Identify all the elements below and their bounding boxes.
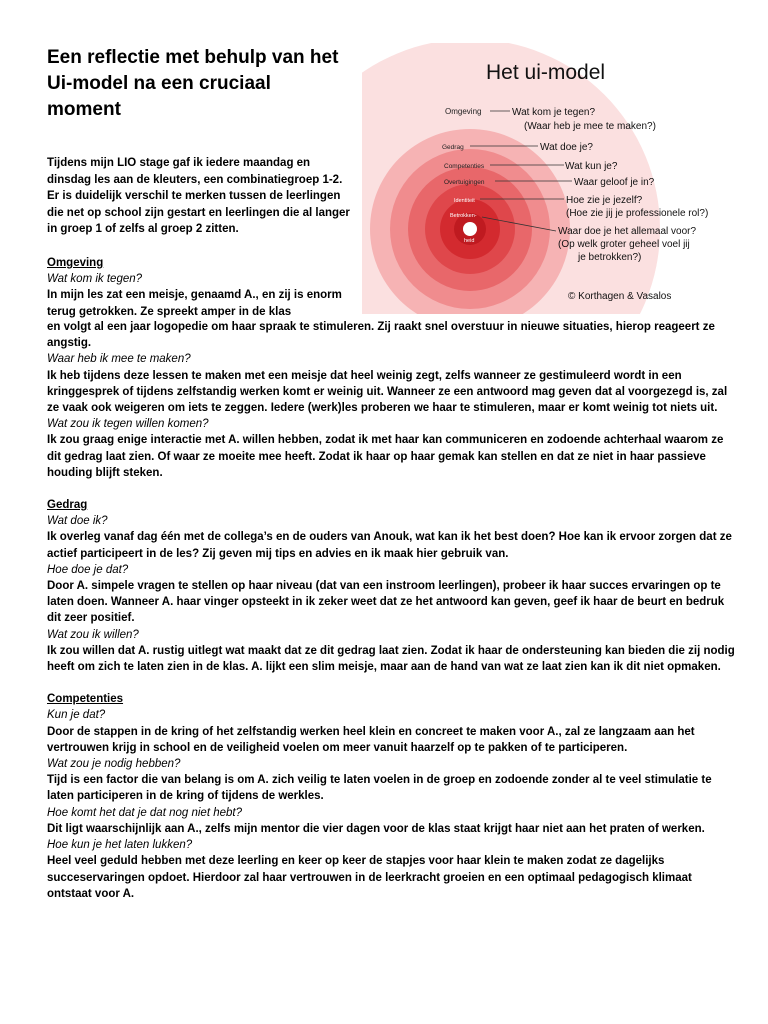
question-text: Kun je dat? bbox=[47, 709, 106, 722]
layer-label-competenties: Competenties bbox=[444, 163, 485, 170]
question-text: Wat kom ik tegen? bbox=[47, 273, 143, 286]
answer-text: Heel veel geduld hebben met deze leerling en keer op keer de stapjes voor haar klein te maken zodat ze dagelijks succeservaringen opdoet. Hierdoor zal haar vertrouwen in de leerkracht groeien en een optimaal pedagogisch klimaat ontstaat voor A. bbox=[47, 855, 692, 900]
intro-paragraph: Tijdens mijn LIO stage gaf ik iedere maandag en dinsdag les aan de kleuters, een combinatiegroep 1-2. Er is duidelijk verschil te merken tussen de leerlingen die net op school zijn gestart en leerlingen die al langer in groep 1 of zelfs al groep 2 zitten. bbox=[47, 157, 350, 235]
question-omgeving: Wat kom je tegen? bbox=[512, 107, 596, 118]
omgeving-lead bbox=[47, 255, 353, 320]
question-identiteit: Hoe zie je jezelf? bbox=[566, 195, 643, 206]
section-heading-competenties: Competenties bbox=[47, 693, 124, 706]
question-competenties: Wat kun je? bbox=[565, 161, 618, 172]
layer-label-overtuigingen: Overtuigingen bbox=[444, 179, 485, 186]
answer-text: In mijn les zat een meisje, genaamd A., en zij is enorm terug getrokken. Ze spreekt amper in de klas bbox=[47, 289, 342, 318]
document-body bbox=[47, 319, 737, 902]
answer-text: Door A. simpele vragen te stellen op haar niveau (dat van een instroom leerlingen), probeer ik haar succes ervaringen op te laten doen. Wanneer A. haar vinger opsteekt in ik zeker weet dat ze het antwoord kan geven, geef ik haar de beurt en bedruk dit zeer positief. bbox=[47, 580, 725, 625]
page-title: Een reflectie met behulp van het Ui-model na een cruciaal moment bbox=[47, 47, 339, 120]
question-overtuigingen: Waar geloof je in? bbox=[574, 177, 655, 188]
layer-label-identiteit: Identiteit bbox=[454, 198, 475, 204]
question-betrokkenheid-sub1: (Op welk groter geheel voel jij bbox=[558, 239, 690, 250]
layer-label-betrokken: Betrokken- bbox=[450, 213, 477, 219]
figure-title: Het ui-model bbox=[486, 61, 606, 84]
layer-label-gedrag: Gedrag bbox=[442, 144, 464, 151]
answer-text: Door de stappen in de kring of het zelfstandig werken heel klein en concreet te maken voor A., zal ze langzaam aan het vertrouwen krijg in school en de veiligheid voelen om meer vanuit haarzelf op te pakken of te participeren. bbox=[47, 725, 695, 754]
section-heading-omgeving: Omgeving bbox=[47, 257, 104, 269]
answer-text: en volgt al een jaar logopedie om haar spraak te stimuleren. Zij raakt snel overstuur in nieuwe situaties, hierop reageert ze angstig. bbox=[47, 321, 715, 350]
question-text: Hoe kun je het laten lukken? bbox=[47, 839, 193, 852]
answer-text: Tijd is een factor die van belang is om A. zich veilig te laten voelen in de groep en zodoende zonder al te veel stimulatie te laten participeren in de kring of tijdens de werkles. bbox=[47, 774, 712, 803]
onion-model-diagram bbox=[362, 43, 768, 314]
ui-model-figure bbox=[362, 43, 768, 314]
question-betrokkenheid-sub2: je betrokken?) bbox=[578, 252, 642, 263]
answer-text: Ik overleg vanaf dag één met de collega’s en de ouders van Anouk, wat kan ik het best doen? Hoe kan ik ervoor zorgen dat ze actief participeert in de les? Zij geven mij tips en advies en ik maak hier gebruik van. bbox=[47, 531, 732, 560]
layer-label-omgeving: Omgeving bbox=[445, 107, 482, 116]
question-text: Wat zou ik tegen willen komen? bbox=[47, 418, 209, 431]
figure-credit: © Korthagen & Vasalos bbox=[568, 291, 672, 302]
question-identiteit-sub: (Hoe zie jij je professionele rol?) bbox=[566, 208, 709, 219]
answer-text: Ik zou graag enige interactie met A. willen hebben, zodat ik met haar kan communiceren en zodoende achterhaal waarom ze dit gedrag laat zien. Of waar ze moeite mee heeft. Zodat ik haar op haar gemak kan stellen en dat ze niet in haar passieve houding blijft steken. bbox=[47, 434, 724, 479]
question-omgeving-sub: (Waar heb je mee te maken?) bbox=[524, 121, 656, 132]
answer-text: Ik heb tijdens deze lessen te maken met een meisje dat heel weinig zegt, zelfs wanneer ze gestimuleerd wordt in een kringgesprek of tijdens zelfstandig werken komt er weinig uit. Wanneer ze een antwoord mag geven dat al voorgezegd is, zal ze vaak ook weigeren om iets te zeggen. Iedere (werk)les proberen we haar te stimuleren, maar er komt weinig tot niets uit. bbox=[47, 369, 728, 415]
question-gedrag: Wat doe je? bbox=[540, 142, 593, 153]
core-dot bbox=[463, 222, 477, 236]
section-heading-gedrag: Gedrag bbox=[47, 499, 88, 512]
layer-label-heid: heid bbox=[464, 238, 475, 244]
question-text: Waar heb ik mee te maken? bbox=[47, 353, 191, 366]
question-text: Hoe komt het dat je dat nog niet hebt? bbox=[47, 806, 242, 819]
answer-text: Ik zou willen dat A. rustig uitlegt wat maakt dat ze dit gedrag laat zien. Zodat ik haar de ondersteuning kan bieden die zij nodig heeft om zich te laten zien in de klas. A. lijkt een slim meisje, maar aan de hand van wat ze laat zien kan ik dit niet opmaken. bbox=[47, 644, 735, 674]
answer-text: Dit ligt waarschijnlijk aan A., zelfs mijn mentor die vier dagen voor de klas staat krijgt haar niet aan het praten of werken. bbox=[47, 822, 705, 835]
question-betrokkenheid: Waar doe je het allemaal voor? bbox=[558, 226, 697, 237]
question-text: Wat zou je nodig hebben? bbox=[47, 758, 181, 771]
question-text: Wat zou ik willen? bbox=[47, 628, 139, 641]
question-text: Hoe doe je dat? bbox=[47, 563, 129, 576]
question-text: Wat doe ik? bbox=[47, 515, 108, 528]
